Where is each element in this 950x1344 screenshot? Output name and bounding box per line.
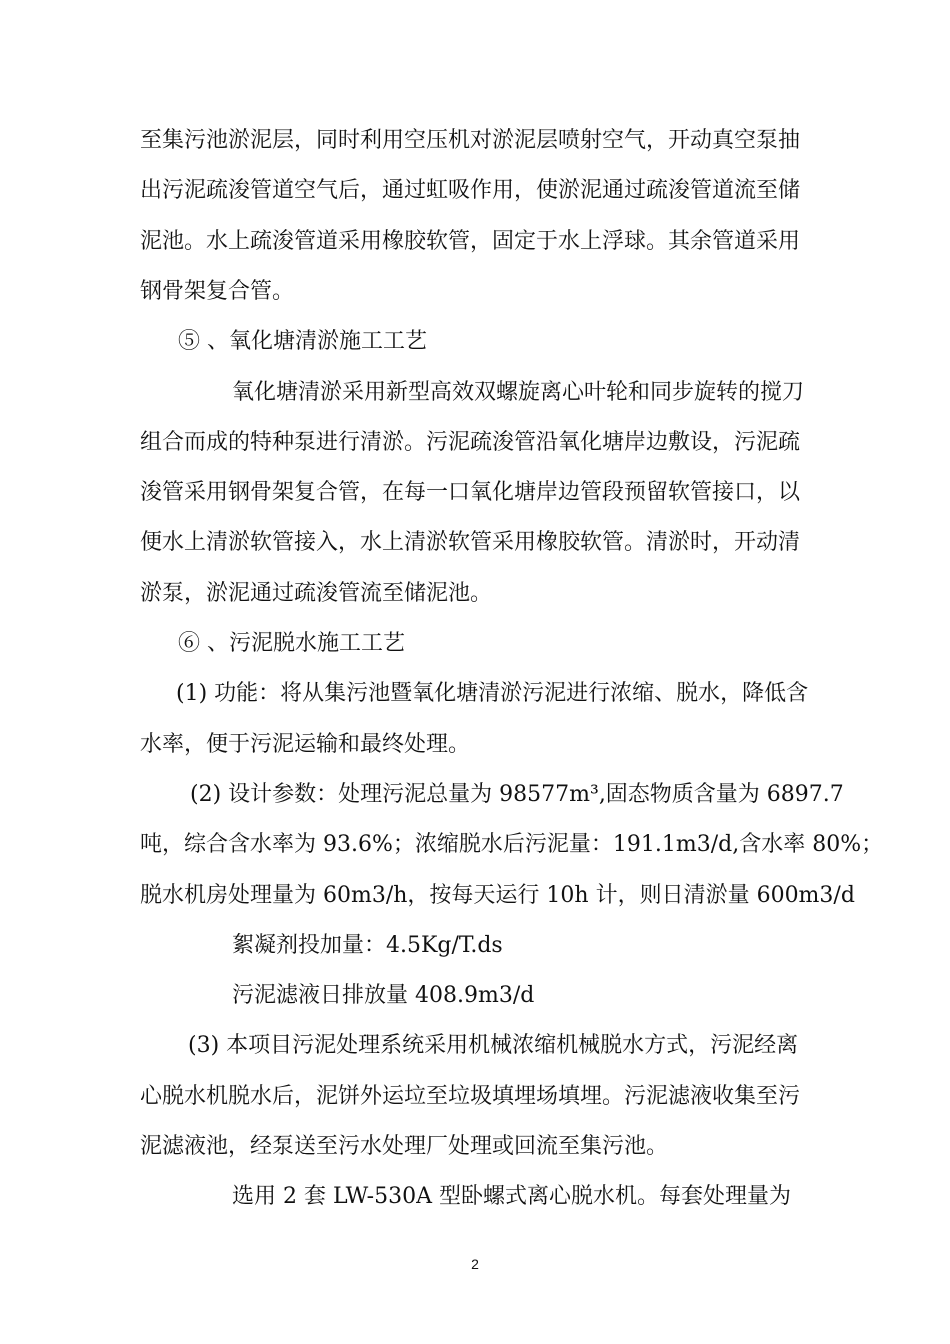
text-line: 选用 2 套 LW-530A 型卧螺式离心脱水机。每套处理量为 [232, 1184, 791, 1209]
text-line: 脱水机房处理量为 60m3/h，按每天运行 10h 计，则日清淤量 600m3/d [140, 883, 855, 908]
text-line: 泥滤液池，经泵送至污水处理厂处理或回流至集污池。 [140, 1134, 669, 1159]
section-heading: ⑥ 、污泥脱水施工工艺 [178, 631, 405, 656]
text-line: 淤泵，淤泥通过疏浚管流至储泥池。 [140, 581, 493, 606]
text-line: 心脱水机脱水后，泥饼外运垃至垃圾填埋场填埋。污泥滤液收集至污 [140, 1084, 801, 1109]
text-line: 浚管采用钢骨架复合管，在每一口氧化塘岸边管段预留软管接口，以 [140, 480, 801, 505]
text-line: 至集污池淤泥层，同时利用空压机对淤泥层喷射空气，开动真空泵抽 [140, 128, 801, 153]
text-line: 氧化塘清淤采用新型高效双螺旋离心叶轮和同步旋转的搅刀 [232, 380, 805, 405]
section-heading: ⑤ 、氧化塘清淤施工工艺 [178, 329, 427, 354]
text-line: 组合而成的特种泵进行清淤。污泥疏浚管沿氧化塘岸边敷设，污泥疏 [140, 430, 801, 455]
text-line: 便水上清淤软管接入，水上清淤软管采用橡胶软管。清淤时，开动清 [140, 530, 801, 555]
text-line: 水率，便于污泥运输和最终处理。 [140, 732, 471, 757]
text-line: 吨，综合含水率为 93.6%；浓缩脱水后污泥量：191.1m3/d,含水率 80%； [140, 832, 884, 857]
text-line: (2) 设计参数：处理污泥总量为 98577m³,固态物质含量为 6897.7 [190, 782, 844, 807]
text-line: (1) 功能：将从集污池暨氧化塘清淤污泥进行浓缩、脱水，降低含 [176, 681, 809, 706]
text-line: 泥池。水上疏浚管道采用橡胶软管，固定于水上浮球。其余管道采用 [140, 229, 801, 254]
text-line: 钢骨架复合管。 [140, 279, 295, 304]
text-line: 污泥滤液日排放量 408.9m3/d [232, 983, 535, 1008]
text-line: 出污泥疏浚管道空气后，通过虹吸作用，使淤泥通过疏浚管道流至储 [140, 178, 801, 203]
text-line: (3) 本项目污泥处理系统采用机械浓缩机械脱水方式，污泥经离 [188, 1033, 799, 1058]
page-number: 2 [471, 1256, 479, 1272]
text-line: 絮凝剂投加量：4.5Kg/T.ds [232, 933, 503, 958]
